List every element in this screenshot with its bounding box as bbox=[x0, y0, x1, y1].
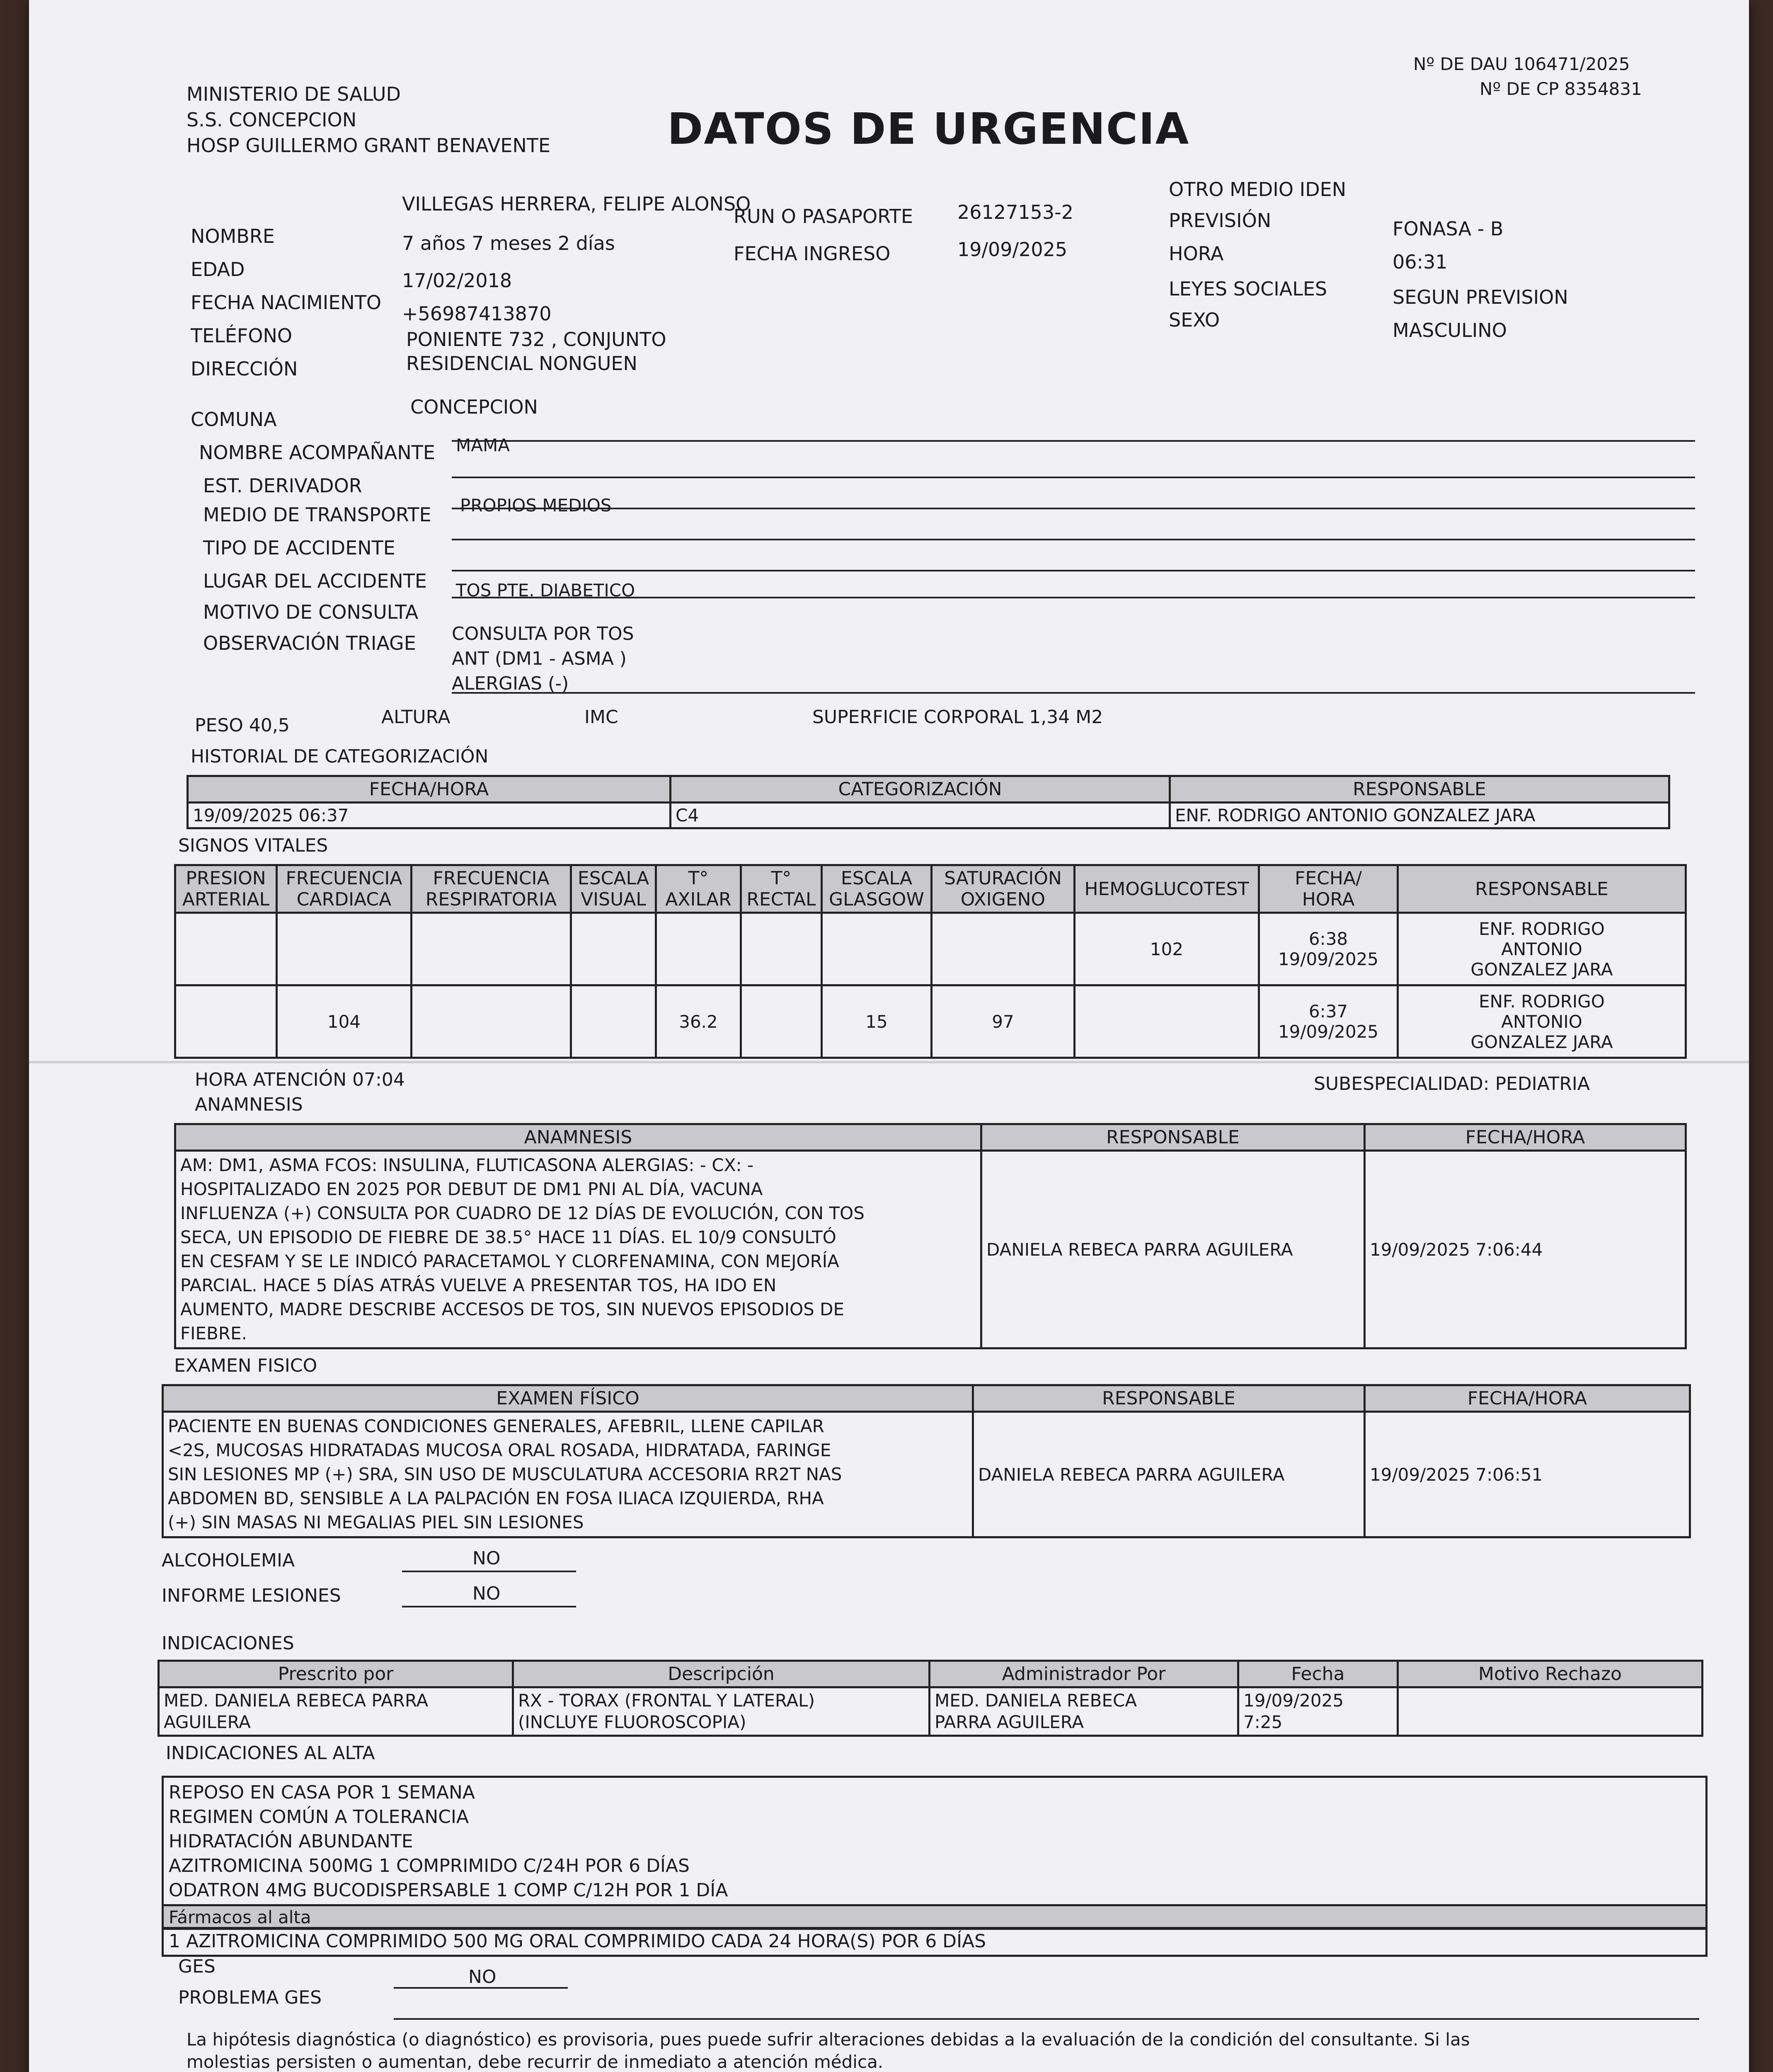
dau-number: Nº DE DAU 106471/2025 bbox=[1413, 54, 1630, 74]
label-fecha-ingreso: FECHA INGRESO bbox=[734, 242, 891, 265]
patient-age: 7 años 7 meses 2 días bbox=[402, 232, 615, 254]
cell bbox=[412, 985, 571, 1058]
anamnesis-responsable: DANIELA REBECA PARRA AGUILERA bbox=[981, 1151, 1365, 1348]
fecha-ingreso: 19/09/2025 bbox=[957, 238, 1068, 261]
alcoholemia: NO bbox=[472, 1548, 501, 1569]
triage-observation: CONSULTA POR TOS ANT (DM1 - ASMA ) ALERGIAS (-) bbox=[452, 623, 634, 694]
exam-fecha: 19/09/2025 7:06:51 bbox=[1365, 1412, 1690, 1537]
col-t-axilar: T° AXILAR bbox=[656, 865, 741, 913]
label-problema-ges: PROBLEMA GES bbox=[178, 1987, 322, 2008]
patient-phone: +56987413870 bbox=[402, 303, 552, 325]
col-saturacion: SATURACIÓN OXIGENO bbox=[932, 865, 1075, 913]
peso: PESO 40,5 bbox=[195, 715, 290, 736]
label-nombre: NOMBRE bbox=[191, 225, 275, 247]
label-telefono: TELÉFONO bbox=[191, 324, 293, 347]
rule-triage bbox=[452, 692, 1695, 694]
cell bbox=[932, 913, 1075, 985]
categorization-table bbox=[187, 775, 1670, 829]
sexo: MASCULINO bbox=[1393, 319, 1507, 341]
label-derivador: EST. DERIVADOR bbox=[203, 474, 362, 497]
label-triage: OBSERVACIÓN TRIAGE bbox=[203, 632, 416, 654]
hospital-name: HOSP GUILLERMO GRANT BENAVENTE bbox=[187, 134, 551, 157]
cell-responsable: ENF. RODRIGO ANTONIO GONZALEZ JARA bbox=[1170, 803, 1669, 828]
prevision: FONASA - B bbox=[1393, 218, 1504, 240]
categorization-heading: HISTORIAL DE CATEGORIZACIÓN bbox=[191, 746, 489, 767]
label-motivo: MOTIVO DE CONSULTA bbox=[203, 601, 419, 623]
col-t-rectal: T° RECTAL bbox=[741, 865, 822, 913]
rule-derivador bbox=[452, 477, 1695, 478]
indicaciones-header-row bbox=[159, 1661, 1703, 1687]
cell-hemoglucotest: 102 bbox=[1075, 913, 1259, 985]
label-ges: GES bbox=[178, 1956, 216, 1977]
rule-acompanante bbox=[452, 440, 1695, 442]
rule-motivo bbox=[452, 597, 1695, 598]
col-prescrito: Prescrito por bbox=[159, 1661, 513, 1687]
label-informe-lesiones: INFORME LESIONES bbox=[162, 1585, 341, 1606]
exam-table bbox=[162, 1384, 1691, 1538]
farmacos-box bbox=[162, 1927, 1708, 1957]
farmacos-label: Fármacos al alta bbox=[169, 1907, 311, 1927]
col-glasgow: ESCALA GLASGOW bbox=[822, 865, 932, 913]
patient-name: VILLEGAS HERRERA, FELIPE ALONSO bbox=[402, 193, 751, 215]
col-escala-visual: ESCALA VISUAL bbox=[571, 865, 656, 913]
cell bbox=[1075, 985, 1259, 1058]
label-prevision: PREVISIÓN bbox=[1169, 209, 1272, 232]
label-alcoholemia: ALCOHOLEMIA bbox=[162, 1550, 295, 1571]
rule-problema-ges bbox=[394, 2018, 1699, 2020]
label-acompanante: NOMBRE ACOMPAÑANTE bbox=[199, 441, 435, 464]
alta-box bbox=[162, 1776, 1708, 1908]
patient-labels bbox=[191, 220, 381, 385]
hora-ingreso: 06:31 bbox=[1393, 251, 1448, 273]
indicaciones-table bbox=[157, 1660, 1703, 1737]
col-responsable: RESPONSABLE bbox=[1170, 776, 1669, 803]
table-row bbox=[163, 1412, 1690, 1537]
cell-responsable: ENF. RODRIGO ANTONIO GONZALEZ JARA bbox=[1398, 985, 1686, 1058]
ministry: MINISTERIO DE SALUD bbox=[187, 83, 401, 105]
anamnesis-heading: ANAMNESIS bbox=[195, 1094, 303, 1115]
label-altura: ALTURA bbox=[381, 707, 451, 728]
hora-atencion: HORA ATENCIÓN 07:04 bbox=[195, 1069, 405, 1090]
patient-comuna: CONCEPCION bbox=[410, 396, 538, 418]
label-sexo: SEXO bbox=[1169, 309, 1220, 331]
exam-text: PACIENTE EN BUENAS CONDICIONES GENERALES, AFEBRIL, LLENE CAPILAR <2S, MUCOSAS HIDRATADAS MUCOSA ORAL ROSADA, HIDRATADA, FARINGE SIN LESIONES MP (+) SRA, SIN USO DE MUSCULATURA ACCESORIA RR2T NAS ABDOMEN BD, SENSIBLE A LA PALPACIÓN EN FOSA ILIACA IZQUIERDA, RHA (+) SIN MASAS NI MEGALIAS PIEL SIN LESIONES bbox=[163, 1412, 973, 1537]
rule-ges bbox=[394, 1987, 568, 1989]
cell-descripcion: RX - TORAX (FRONTAL Y LATERAL) (INCLUYE FLUOROSCOPIA) bbox=[513, 1687, 930, 1736]
table-row bbox=[188, 803, 1669, 828]
exam-heading: EXAMEN FISICO bbox=[174, 1355, 317, 1376]
urgency-document bbox=[29, 0, 1749, 2072]
alta-heading: INDICACIONES AL ALTA bbox=[166, 1743, 375, 1764]
vitals-table bbox=[174, 864, 1687, 1059]
col-responsable: RESPONSABLE bbox=[1398, 865, 1686, 913]
cell bbox=[822, 913, 932, 985]
cell-categoria: C4 bbox=[671, 803, 1170, 828]
label-hora: HORA bbox=[1169, 242, 1224, 265]
cell bbox=[175, 985, 277, 1058]
label-edad: EDAD bbox=[191, 258, 245, 281]
informe-lesiones: NO bbox=[472, 1583, 501, 1604]
col-administrador: Administrador Por bbox=[930, 1661, 1238, 1687]
vitals-heading: SIGNOS VITALES bbox=[178, 835, 328, 856]
cell-fc: 104 bbox=[277, 985, 412, 1058]
cell bbox=[741, 985, 822, 1058]
col-fecha: Fecha bbox=[1238, 1661, 1398, 1687]
patient-run: 26127153-2 bbox=[957, 201, 1073, 223]
col-responsable: RESPONSABLE bbox=[973, 1385, 1365, 1412]
col-fc: FRECUENCIA CARDIACA bbox=[277, 865, 412, 913]
cell-administrador: MED. DANIELA REBECA PARRA AGUILERA bbox=[930, 1687, 1238, 1736]
alta-text: REPOSO EN CASA POR 1 SEMANA REGIMEN COMÚN A TOLERANCIA HIDRATACIÓN ABUNDANTE AZITROMICINA 500MG 1 COMPRIMIDO C/24H POR 6 DÍAS ODATRON 4MG BUCODISPERSABLE 1 COMP C/12H POR 1 DÍA bbox=[169, 1782, 728, 1901]
cell-fecha-hora: 6:37 19/09/2025 bbox=[1259, 985, 1398, 1058]
label-comuna: COMUNA bbox=[191, 408, 277, 431]
farmaco-item: 1 AZITROMICINA COMPRIMIDO 500 MG ORAL COMPRIMIDO CADA 24 HORA(S) POR 6 DÍAS bbox=[169, 1931, 986, 1952]
anamnesis-table bbox=[174, 1123, 1687, 1349]
table-row bbox=[175, 985, 1686, 1058]
anamnesis-text: AM: DM1, ASMA FCOS: INSULINA, FLUTICASONA ALERGIAS: - CX: - HOSPITALIZADO EN 2025 POR DEBUT DE DM1 PNI AL DÍA, VACUNA INFLUENZA (+) CONSULTA POR CUADRO DE 12 DÍAS DE EVOLUCIÓN, CON TOS SECA, UN EPISODIO DE FIEBRE DE 38.5° HACE 11 DÍAS. EL 10/9 CONSULTÓ EN CESFAM Y SE LE INDICÓ PARACETAMOL Y CLORFENAMINA, CON MEJORÍA PARCIAL. HACE 5 DÍAS ATRÁS VUELVE A PRESENTAR TOS, HA IDO EN AUMENTO, MADRE DESCRIBE ACCESOS DE TOS, SIN NUEVOS EPISODIOS DE FIEBRE. bbox=[175, 1151, 981, 1348]
table-row bbox=[175, 1151, 1686, 1348]
col-motivo-rechazo: Motivo Rechazo bbox=[1398, 1661, 1703, 1687]
rule-transporte bbox=[452, 508, 1695, 509]
cell-t-axilar: 36.2 bbox=[656, 985, 741, 1058]
col-presion: PRESION ARTERIAL bbox=[175, 865, 277, 913]
subespecialidad: SUBESPECIALIDAD: PEDIATRIA bbox=[1314, 1073, 1590, 1094]
cell-responsable: ENF. RODRIGO ANTONIO GONZALEZ JARA bbox=[1398, 913, 1686, 985]
indicaciones-heading: INDICACIONES bbox=[162, 1633, 294, 1654]
health-service: S.S. CONCEPCION bbox=[187, 109, 357, 131]
col-responsable: RESPONSABLE bbox=[981, 1124, 1365, 1151]
col-fecha-hora: FECHA/HORA bbox=[1365, 1124, 1686, 1151]
cell-fecha-hora: 6:38 19/09/2025 bbox=[1259, 913, 1398, 985]
superficie-corporal: SUPERFICIE CORPORAL 1,34 M2 bbox=[812, 707, 1103, 728]
col-categorizacion: CATEGORIZACIÓN bbox=[671, 776, 1170, 803]
rule-informe-lesiones bbox=[402, 1606, 576, 1607]
col-fecha-hora: FECHA/HORA bbox=[1365, 1385, 1690, 1412]
table-row bbox=[159, 1687, 1703, 1736]
transporte: PROPIOS MEDIOS bbox=[460, 495, 612, 516]
col-fecha-hora: FECHA/ HORA bbox=[1259, 865, 1398, 913]
col-fr: FRECUENCIA RESPIRATORIA bbox=[412, 865, 571, 913]
paper-fold bbox=[29, 1061, 1749, 1063]
exam-responsable: DANIELA REBECA PARRA AGUILERA bbox=[973, 1412, 1365, 1537]
cell-prescrito: MED. DANIELA REBECA PARRA AGUILERA bbox=[159, 1687, 513, 1736]
vitals-header-row bbox=[175, 865, 1686, 913]
disclaimer: La hipótesis diagnóstica (o diagnóstico) es provisoria, pues puede sufrir alteraciones debidas a la evaluación de la condición del consultante. Si las molestias persisten o aumentan, debe recurrir de inmediato a atención médica. bbox=[187, 2029, 1470, 2072]
label-run: RUN O PASAPORTE bbox=[734, 205, 913, 228]
col-anamnesis: ANAMNESIS bbox=[175, 1124, 981, 1151]
farmacos-bar bbox=[162, 1904, 1708, 1930]
label-fecha-nacimiento: FECHA NACIMIENTO bbox=[191, 291, 382, 314]
ges: NO bbox=[468, 1966, 497, 1987]
col-hemoglucotest: HEMOGLUCOTEST bbox=[1075, 865, 1259, 913]
table-row bbox=[175, 913, 1686, 985]
page-title: DATOS DE URGENCIA bbox=[667, 104, 1190, 154]
cell bbox=[277, 913, 412, 985]
cell bbox=[175, 913, 277, 985]
col-examen: EXAMEN FÍSICO bbox=[163, 1385, 973, 1412]
cell-motivo-rechazo bbox=[1398, 1687, 1703, 1736]
cell-glasgow: 15 bbox=[822, 985, 932, 1058]
label-tipo-accidente: TIPO DE ACCIDENTE bbox=[203, 537, 395, 559]
leyes-sociales: SEGUN PREVISION bbox=[1393, 286, 1568, 308]
cell bbox=[656, 913, 741, 985]
label-transporte: MEDIO DE TRANSPORTE bbox=[203, 503, 431, 526]
rule-lugar-accidente bbox=[452, 570, 1695, 571]
cell-fecha: 19/09/2025 7:25 bbox=[1238, 1687, 1398, 1736]
cell bbox=[571, 985, 656, 1058]
patient-birthdate: 17/02/2018 bbox=[402, 269, 512, 292]
rule-tipo-accidente bbox=[452, 539, 1695, 540]
patient-address: PONIENTE 732 , CONJUNTO RESIDENCIAL NONGUEN bbox=[406, 328, 666, 375]
exam-header-row bbox=[163, 1385, 1690, 1412]
col-fecha-hora: FECHA/HORA bbox=[188, 776, 671, 803]
label-otro-medio: OTRO MEDIO IDEN bbox=[1169, 178, 1347, 201]
cell-fecha-hora: 19/09/2025 06:37 bbox=[188, 803, 671, 828]
cell bbox=[412, 913, 571, 985]
categorization-header-row bbox=[188, 776, 1669, 803]
rule-alcoholemia bbox=[402, 1571, 576, 1572]
motivo-consulta: TOS PTE. DIABETICO bbox=[456, 580, 635, 600]
col-descripcion: Descripción bbox=[513, 1661, 930, 1687]
cell bbox=[741, 913, 822, 985]
label-lugar-accidente: LUGAR DEL ACCIDENTE bbox=[203, 570, 427, 592]
anamnesis-header-row bbox=[175, 1124, 1686, 1151]
anamnesis-fecha: 19/09/2025 7:06:44 bbox=[1365, 1151, 1686, 1348]
label-leyes: LEYES SOCIALES bbox=[1169, 278, 1327, 300]
cp-number: Nº DE CP 8354831 bbox=[1480, 79, 1642, 99]
cell bbox=[571, 913, 656, 985]
label-imc: IMC bbox=[584, 707, 618, 728]
label-direccion: DIRECCIÓN bbox=[191, 358, 298, 380]
acompanante: MAMA bbox=[456, 435, 510, 455]
cell-saturacion: 97 bbox=[932, 985, 1075, 1058]
